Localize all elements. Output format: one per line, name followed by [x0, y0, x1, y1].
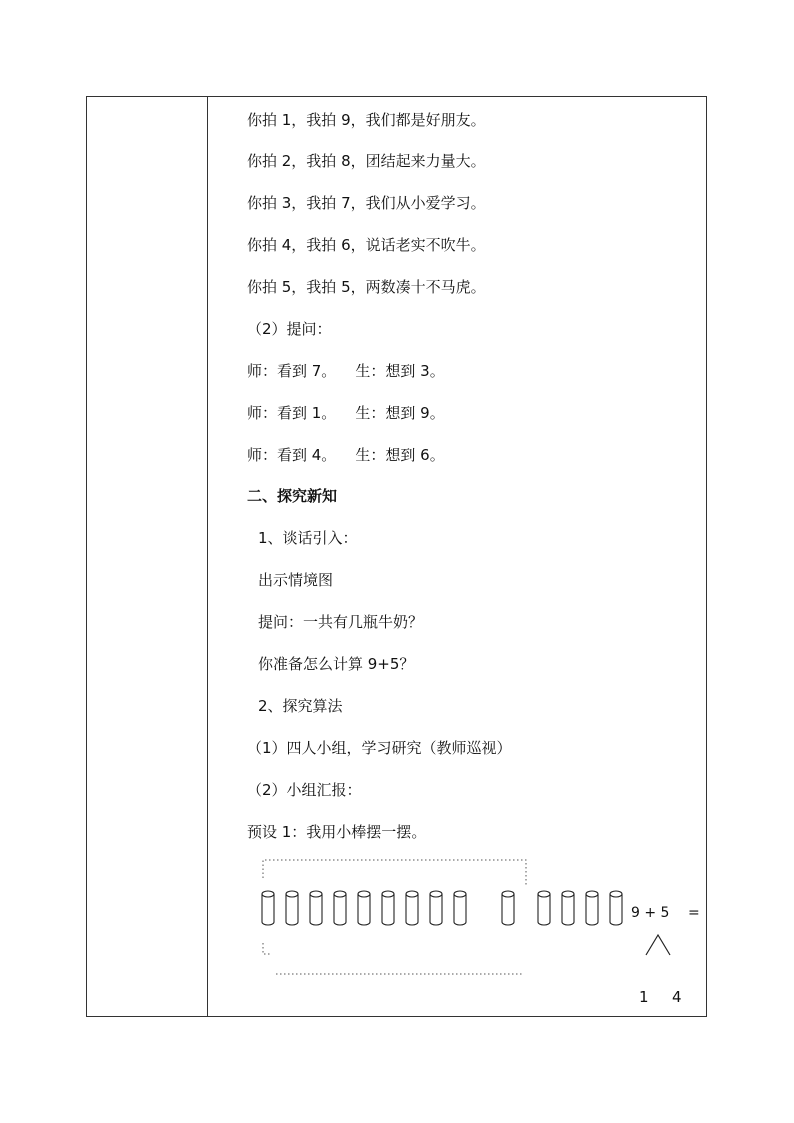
- step-2-label: 2、探究算法: [258, 697, 343, 715]
- chant-line-2: 你拍 2，我拍 8，团结起来力量大。: [247, 152, 486, 170]
- preset-1-text: 预设 1：我用小棒摆一摆。: [247, 823, 427, 841]
- group-report-text: （2）小组汇报：: [247, 781, 362, 799]
- question-label: （2）提问：: [247, 320, 332, 338]
- group-study-text: （1）四人小组，学习研究（教师巡视）: [247, 739, 512, 757]
- dialogue-line-3: 师：看到 4。 生：想到 6。: [247, 446, 445, 464]
- chant-line-3: 你拍 3，我拍 7，我们从小爱学习。: [247, 194, 486, 212]
- decomposition-part-b: 4: [672, 988, 682, 1006]
- section-heading: 二、探究新知: [247, 487, 338, 505]
- decomposition-part-a: 1: [639, 988, 649, 1006]
- calculation-question: 你准备怎么计算 9+5？: [258, 655, 415, 673]
- step-1-label: 1、谈话引入：: [258, 529, 358, 547]
- equation-left: 9 + 5: [631, 905, 670, 921]
- chant-line-4: 你拍 4，我拍 6，说话老实不吹牛。: [247, 236, 486, 254]
- chant-line-5: 你拍 5，我拍 5，两数凑十不马虎。: [247, 278, 486, 296]
- dialogue-line-2: 师：看到 1。 生：想到 9。: [247, 404, 445, 422]
- table-column-divider: [207, 96, 208, 1017]
- chant-line-1: 你拍 1，我拍 9，我们都是好朋友。: [247, 111, 486, 129]
- lesson-table: [86, 96, 707, 1017]
- question-text: 提问：一共有几瓶牛奶？: [258, 613, 424, 631]
- equation-equals: =: [688, 905, 700, 921]
- dialogue-line-1: 师：看到 7。 生：想到 3。: [247, 362, 445, 380]
- show-scene-text: 出示情境图: [258, 571, 334, 589]
